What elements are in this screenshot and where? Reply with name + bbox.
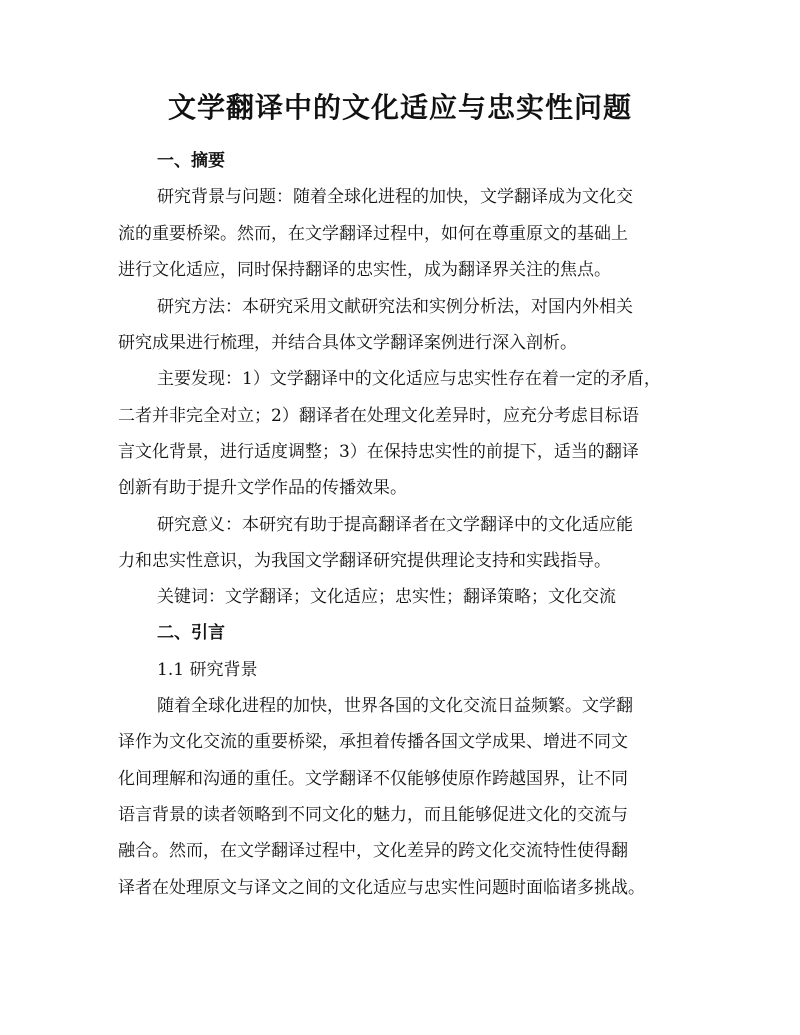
paragraph-line: 力和忠实性意识，为我国文学翻译研究提供理论支持和实践指导。 (118, 551, 611, 571)
paragraph-line: 进行文化适应，同时保持翻译的忠实性，成为翻译界关注的焦点。 (118, 260, 611, 280)
keywords-line: 关键词：文学翻译；文化适应；忠实性；翻译策略；文化交流 (157, 587, 616, 607)
introduction-heading: 二、引言 (157, 623, 225, 643)
paragraph-line: 融合。然而，在文学翻译过程中，文化差异的跨文化交流特性使得翻 (118, 841, 628, 861)
paragraph-line: 研究意义：本研究有助于提高翻译者在文学翻译中的文化适应能 (157, 515, 633, 535)
paragraph-line: 随着全球化进程的加快，世界各国的文化交流日益频繁。文学翻 (157, 696, 633, 716)
paragraph-line: 化间理解和沟通的重任。文学翻译不仅能够使原作跨越国界，让不同 (118, 769, 628, 789)
paragraph-line: 流的重要桥梁。然而，在文学翻译过程中，如何在尊重原文的基础上 (118, 224, 628, 244)
paragraph-line: 译者在处理原文与译文之间的文化适应与忠实性问题时面临诸多挑战。 (118, 878, 645, 898)
paragraph-line: 研究背景与问题：随着全球化进程的加快，文学翻译成为文化交 (157, 187, 633, 207)
paragraph-line: 二者并非完全对立；2）翻译者在处理文化差异时，应充分考虑目标语 (118, 406, 639, 426)
subsection-heading: 1.1 研究背景 (157, 660, 258, 680)
paragraph-line: 研究成果进行梳理，并结合具体文学翻译案例进行深入剖析。 (118, 333, 577, 353)
paragraph-line: 语言背景的读者领略到不同文化的魅力，而且能够促进文化的交流与 (118, 805, 628, 825)
document-title: 文学翻译中的文化适应与忠实性问题 (167, 91, 632, 124)
paragraph-line: 言文化背景，进行适度调整；3）在保持忠实性的前提下，适当的翻译 (118, 442, 639, 462)
paragraph-line: 研究方法：本研究采用文献研究法和实例分析法，对国内外相关 (157, 297, 633, 317)
paragraph-line: 创新有助于提升文学作品的传播效果。 (118, 478, 407, 498)
paragraph-line: 译作为文化交流的重要桥梁，承担着传播各国文学成果、增进不同文 (118, 732, 628, 752)
paragraph-line: 主要发现：1）文学翻译中的文化适应与忠实性存在着一定的矛盾， (157, 369, 661, 389)
abstract-heading: 一、摘要 (157, 151, 225, 171)
